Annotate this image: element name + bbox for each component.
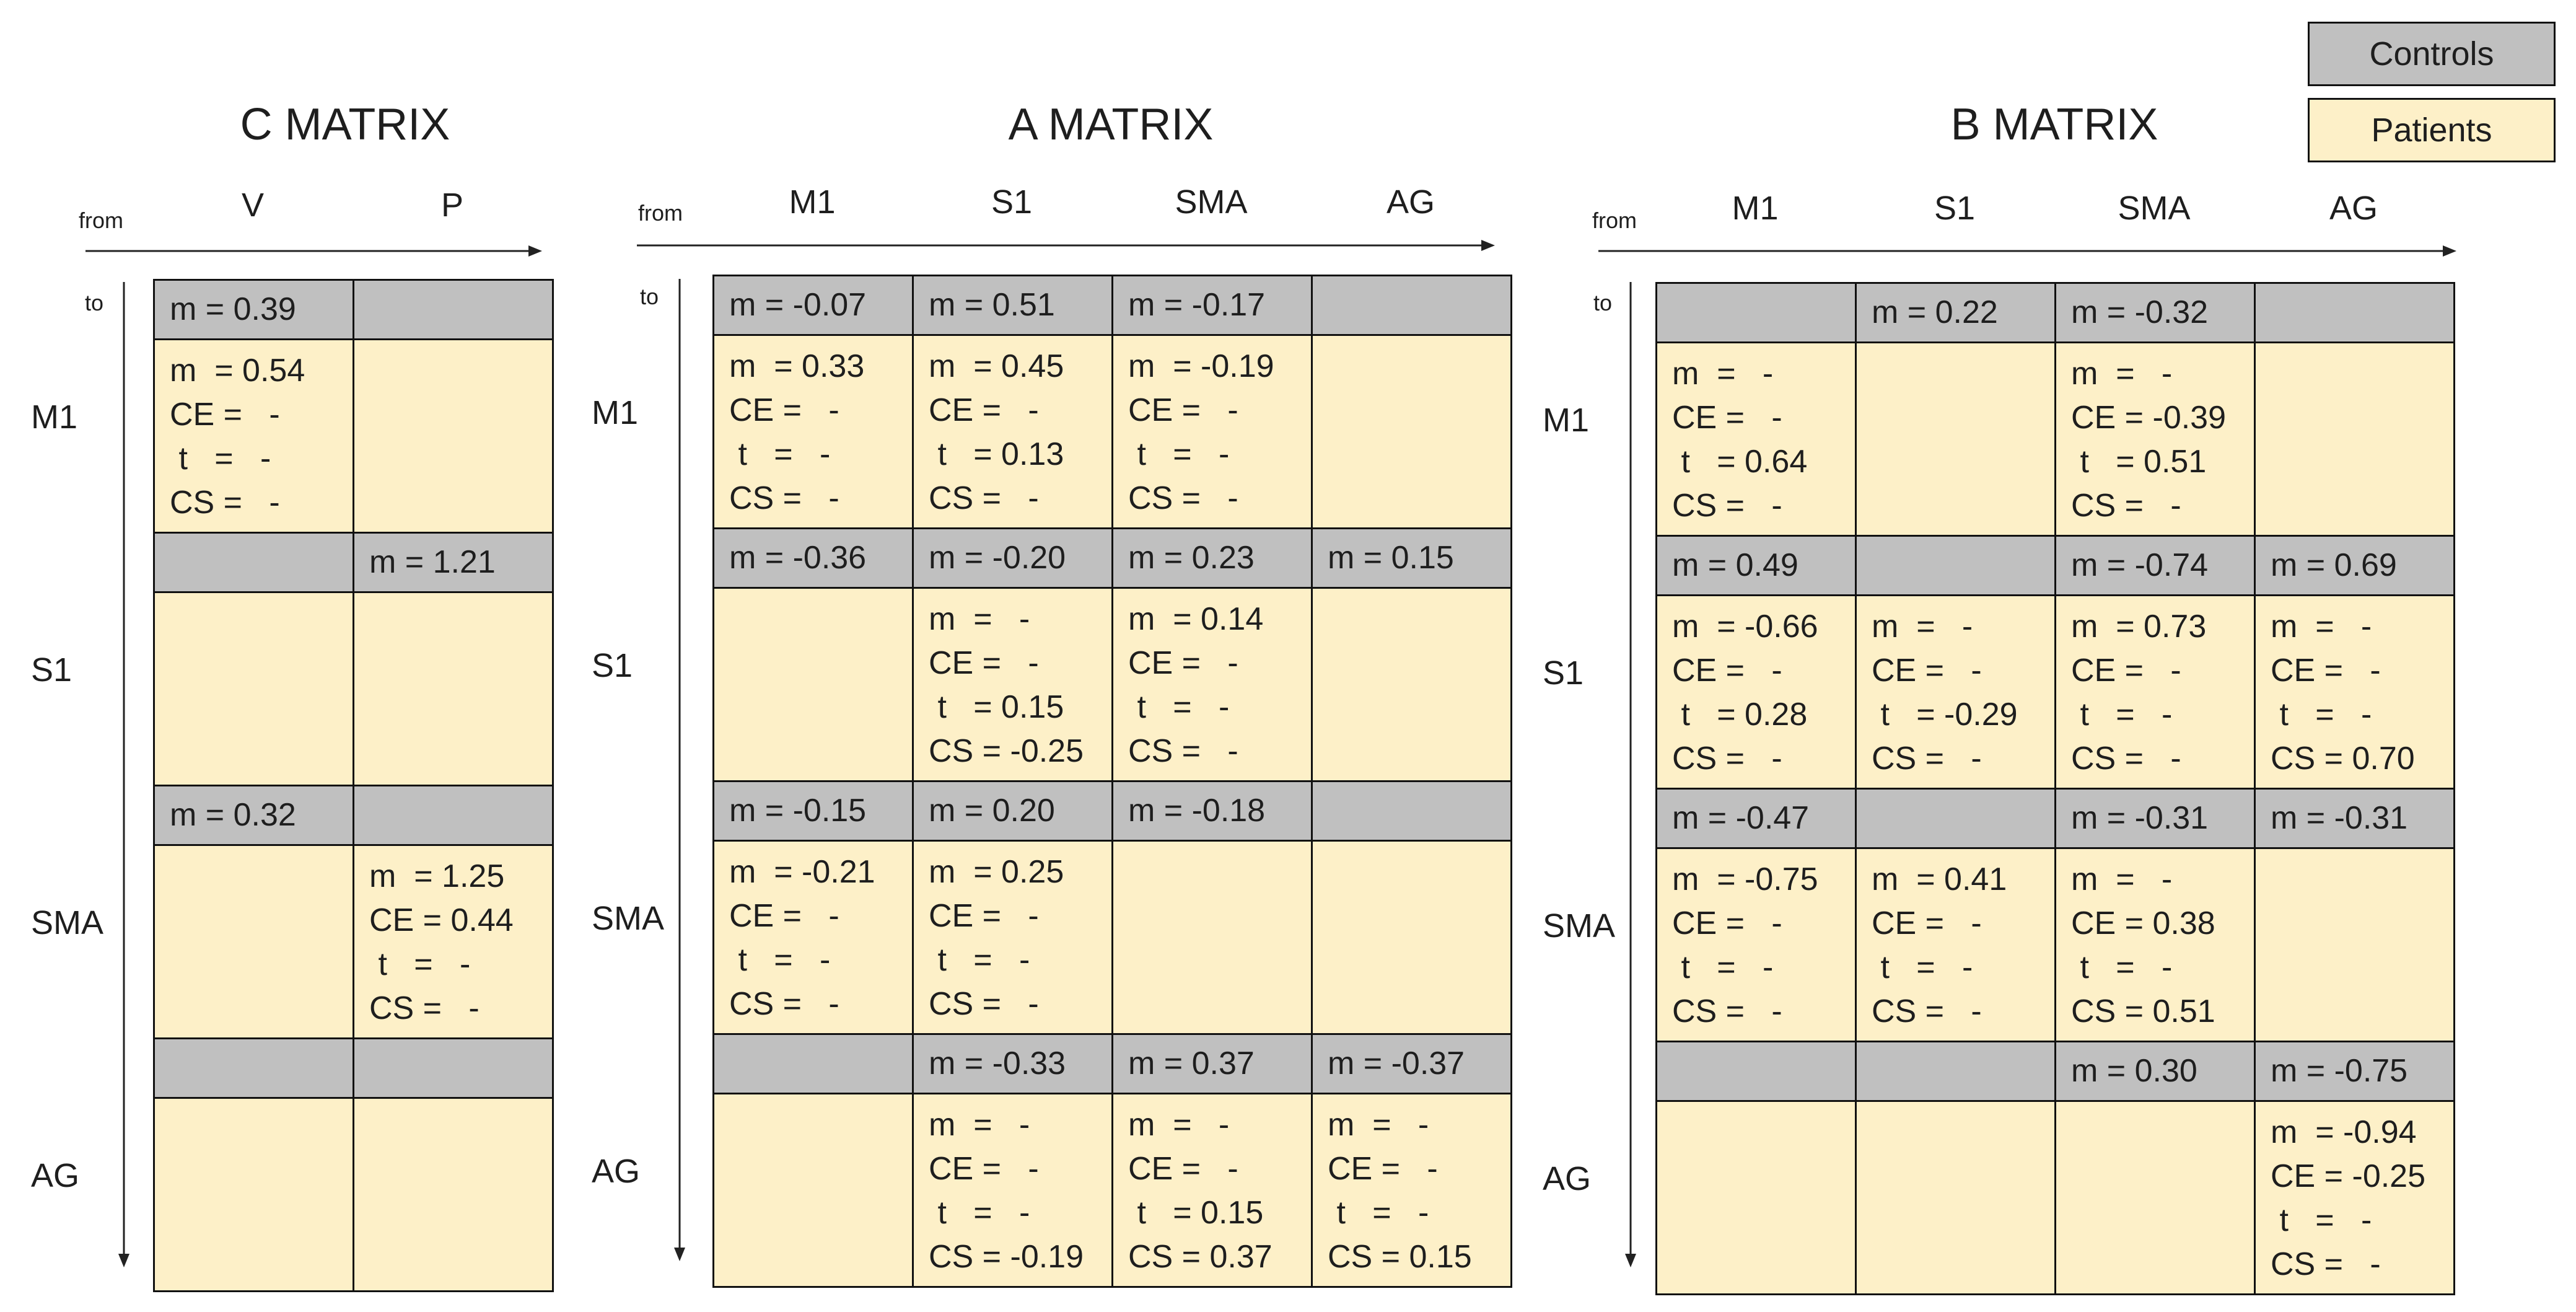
legend-patients-label: Patients bbox=[2371, 112, 2492, 149]
b-to-label: to bbox=[1593, 290, 1613, 315]
b-patient-cell-m1-s1 bbox=[1855, 341, 2056, 537]
b-col-header-s1: S1 bbox=[1934, 190, 1976, 227]
a-control-cell-sma-ag bbox=[1311, 780, 1512, 842]
a-row-header-ag: AG bbox=[592, 1153, 641, 1190]
b-control-cell-s1-m1: m = 0.49 bbox=[1655, 535, 1857, 596]
c-patient-cell-m1-v: m = 0.54 CE = - t = - CS = - bbox=[153, 338, 354, 534]
b-control-cell-ag-s1 bbox=[1855, 1041, 2056, 1102]
a-from-label: from bbox=[638, 200, 683, 226]
c-col-header-p: P bbox=[440, 187, 464, 224]
a-control-cell-ag-m1 bbox=[712, 1033, 914, 1094]
a-control-cell-s1-s1: m = -0.20 bbox=[912, 527, 1113, 589]
a-patient-cell-ag-s1: m = - CE = - t = - CS = -0.19 bbox=[912, 1093, 1113, 1288]
b-row-header-ag: AG bbox=[1543, 1160, 1592, 1197]
a-control-cell-ag-ag: m = -0.37 bbox=[1311, 1033, 1512, 1094]
c-patient-cell-sma-v bbox=[153, 844, 354, 1039]
a-col-header-m1: M1 bbox=[789, 183, 836, 221]
b-control-cell-s1-s1 bbox=[1855, 535, 2056, 596]
b-control-cell-m1-sma: m = -0.32 bbox=[2054, 282, 2256, 343]
a-row-header-sma: SMA bbox=[592, 900, 665, 937]
b-control-cell-m1-ag bbox=[2254, 282, 2455, 343]
b-patient-cell-ag-m1 bbox=[1655, 1100, 1857, 1295]
a-to-label: to bbox=[640, 284, 659, 309]
b-control-cell-sma-ag: m = -0.31 bbox=[2254, 788, 2455, 849]
c-control-cell-m1-v: m = 0.39 bbox=[153, 279, 354, 340]
b-from-label: from bbox=[1592, 208, 1637, 233]
c-patient-cell-m1-p bbox=[353, 338, 554, 534]
c-control-cell-s1-p: m = 1.21 bbox=[353, 532, 554, 593]
c-row-header-m1: M1 bbox=[31, 398, 78, 436]
a-matrix-title: A MATRIX bbox=[1008, 100, 1214, 149]
a-control-cell-ag-s1: m = -0.33 bbox=[912, 1033, 1113, 1094]
b-control-cell-m1-m1 bbox=[1655, 282, 1857, 343]
b-patient-cell-s1-ag: m = - CE = - t = - CS = 0.70 bbox=[2254, 594, 2455, 790]
a-patient-cell-ag-sma: m = - CE = - t = 0.15 CS = 0.37 bbox=[1111, 1093, 1313, 1288]
a-control-cell-s1-ag: m = 0.15 bbox=[1311, 527, 1512, 589]
c-col-header-v: V bbox=[241, 187, 265, 224]
b-matrix-title: B MATRIX bbox=[1950, 100, 2158, 149]
a-patient-cell-s1-m1 bbox=[712, 587, 914, 782]
a-row-header-s1: S1 bbox=[592, 647, 633, 684]
a-patient-cell-sma-ag bbox=[1311, 840, 1512, 1035]
c-control-cell-m1-p bbox=[353, 279, 554, 340]
b-control-cell-m1-s1: m = 0.22 bbox=[1855, 282, 2056, 343]
b-patient-cell-sma-ag bbox=[2254, 847, 2455, 1042]
b-patient-cell-ag-sma bbox=[2054, 1100, 2256, 1295]
b-patient-cell-ag-ag: m = -0.94 CE = -0.25 t = - CS = - bbox=[2254, 1100, 2455, 1295]
b-control-cell-sma-sma: m = -0.31 bbox=[2054, 788, 2256, 849]
a-col-header-sma: SMA bbox=[1175, 183, 1248, 221]
a-patient-cell-s1-sma: m = 0.14 CE = - t = - CS = - bbox=[1111, 587, 1313, 782]
c-row-header-s1: S1 bbox=[31, 651, 72, 689]
a-col-header-ag: AG bbox=[1386, 183, 1435, 221]
b-patient-cell-sma-m1: m = -0.75 CE = - t = - CS = - bbox=[1655, 847, 1857, 1042]
b-control-cell-sma-m1: m = -0.47 bbox=[1655, 788, 1857, 849]
c-patient-cell-s1-p bbox=[353, 591, 554, 786]
b-control-cell-s1-ag: m = 0.69 bbox=[2254, 535, 2455, 596]
b-patient-cell-m1-sma: m = - CE = -0.39 t = 0.51 CS = - bbox=[2054, 341, 2256, 537]
b-control-cell-s1-sma: m = -0.74 bbox=[2054, 535, 2256, 596]
a-control-cell-sma-s1: m = 0.20 bbox=[912, 780, 1113, 842]
a-patient-cell-m1-ag bbox=[1311, 334, 1512, 529]
a-control-cell-ag-sma: m = 0.37 bbox=[1111, 1033, 1313, 1094]
a-patient-cell-s1-s1: m = - CE = - t = 0.15 CS = -0.25 bbox=[912, 587, 1113, 782]
a-patient-cell-ag-ag: m = - CE = - t = - CS = 0.15 bbox=[1311, 1093, 1512, 1288]
c-row-header-ag: AG bbox=[31, 1157, 80, 1194]
a-control-cell-m1-sma: m = -0.17 bbox=[1111, 275, 1313, 336]
a-patient-cell-sma-m1: m = -0.21 CE = - t = - CS = - bbox=[712, 840, 914, 1035]
b-control-cell-ag-m1 bbox=[1655, 1041, 1857, 1102]
a-control-cell-s1-m1: m = -0.36 bbox=[712, 527, 914, 589]
c-patient-cell-ag-p bbox=[353, 1097, 554, 1292]
b-control-cell-sma-s1 bbox=[1855, 788, 2056, 849]
b-row-header-sma: SMA bbox=[1543, 907, 1616, 944]
a-patient-cell-s1-ag bbox=[1311, 587, 1512, 782]
b-col-header-m1: M1 bbox=[1732, 190, 1779, 227]
a-patient-cell-sma-sma bbox=[1111, 840, 1313, 1035]
a-patient-cell-m1-m1: m = 0.33 CE = - t = - CS = - bbox=[712, 334, 914, 529]
a-patient-cell-ag-m1 bbox=[712, 1093, 914, 1288]
b-control-cell-ag-ag: m = -0.75 bbox=[2254, 1041, 2455, 1102]
c-patient-cell-s1-v bbox=[153, 591, 354, 786]
c-to-label: to bbox=[85, 290, 104, 315]
a-patient-cell-m1-sma: m = -0.19 CE = - t = - CS = - bbox=[1111, 334, 1313, 529]
a-control-cell-m1-ag bbox=[1311, 275, 1512, 336]
b-patient-cell-sma-sma: m = - CE = 0.38 t = - CS = 0.51 bbox=[2054, 847, 2256, 1042]
c-control-cell-sma-v: m = 0.32 bbox=[153, 785, 354, 846]
b-row-header-m1: M1 bbox=[1543, 402, 1590, 439]
b-patient-cell-m1-m1: m = - CE = - t = 0.64 CS = - bbox=[1655, 341, 1857, 537]
c-matrix-title: C MATRIX bbox=[240, 100, 450, 149]
b-row-header-s1: S1 bbox=[1543, 654, 1584, 692]
c-control-cell-ag-p bbox=[353, 1037, 554, 1099]
b-patient-cell-s1-s1: m = - CE = - t = -0.29 CS = - bbox=[1855, 594, 2056, 790]
a-control-cell-m1-m1: m = -0.07 bbox=[712, 275, 914, 336]
b-control-cell-ag-sma: m = 0.30 bbox=[2054, 1041, 2256, 1102]
a-control-cell-sma-m1: m = -0.15 bbox=[712, 780, 914, 842]
c-patient-cell-ag-v bbox=[153, 1097, 354, 1292]
a-control-cell-m1-s1: m = 0.51 bbox=[912, 275, 1113, 336]
c-row-header-sma: SMA bbox=[31, 904, 104, 941]
a-patient-cell-m1-s1: m = 0.45 CE = - t = 0.13 CS = - bbox=[912, 334, 1113, 529]
c-control-cell-sma-p bbox=[353, 785, 554, 846]
b-col-header-ag: AG bbox=[2329, 190, 2378, 227]
c-patient-cell-sma-p: m = 1.25 CE = 0.44 t = - CS = - bbox=[353, 844, 554, 1039]
b-patient-cell-m1-ag bbox=[2254, 341, 2455, 537]
b-patient-cell-sma-s1: m = 0.41 CE = - t = - CS = - bbox=[1855, 847, 2056, 1042]
b-patient-cell-ag-s1 bbox=[1855, 1100, 2056, 1295]
a-row-header-m1: M1 bbox=[592, 394, 639, 431]
c-control-cell-s1-v bbox=[153, 532, 354, 593]
b-patient-cell-s1-sma: m = 0.73 CE = - t = - CS = - bbox=[2054, 594, 2256, 790]
a-patient-cell-sma-s1: m = 0.25 CE = - t = - CS = - bbox=[912, 840, 1113, 1035]
c-control-cell-ag-v bbox=[153, 1037, 354, 1099]
c-from-label: from bbox=[79, 208, 123, 233]
a-col-header-s1: S1 bbox=[991, 183, 1033, 221]
b-col-header-sma: SMA bbox=[2118, 190, 2191, 227]
a-control-cell-sma-sma: m = -0.18 bbox=[1111, 780, 1313, 842]
a-control-cell-s1-sma: m = 0.23 bbox=[1111, 527, 1313, 589]
b-patient-cell-s1-m1: m = -0.66 CE = - t = 0.28 CS = - bbox=[1655, 594, 1857, 790]
legend-controls-label: Controls bbox=[2369, 35, 2494, 73]
